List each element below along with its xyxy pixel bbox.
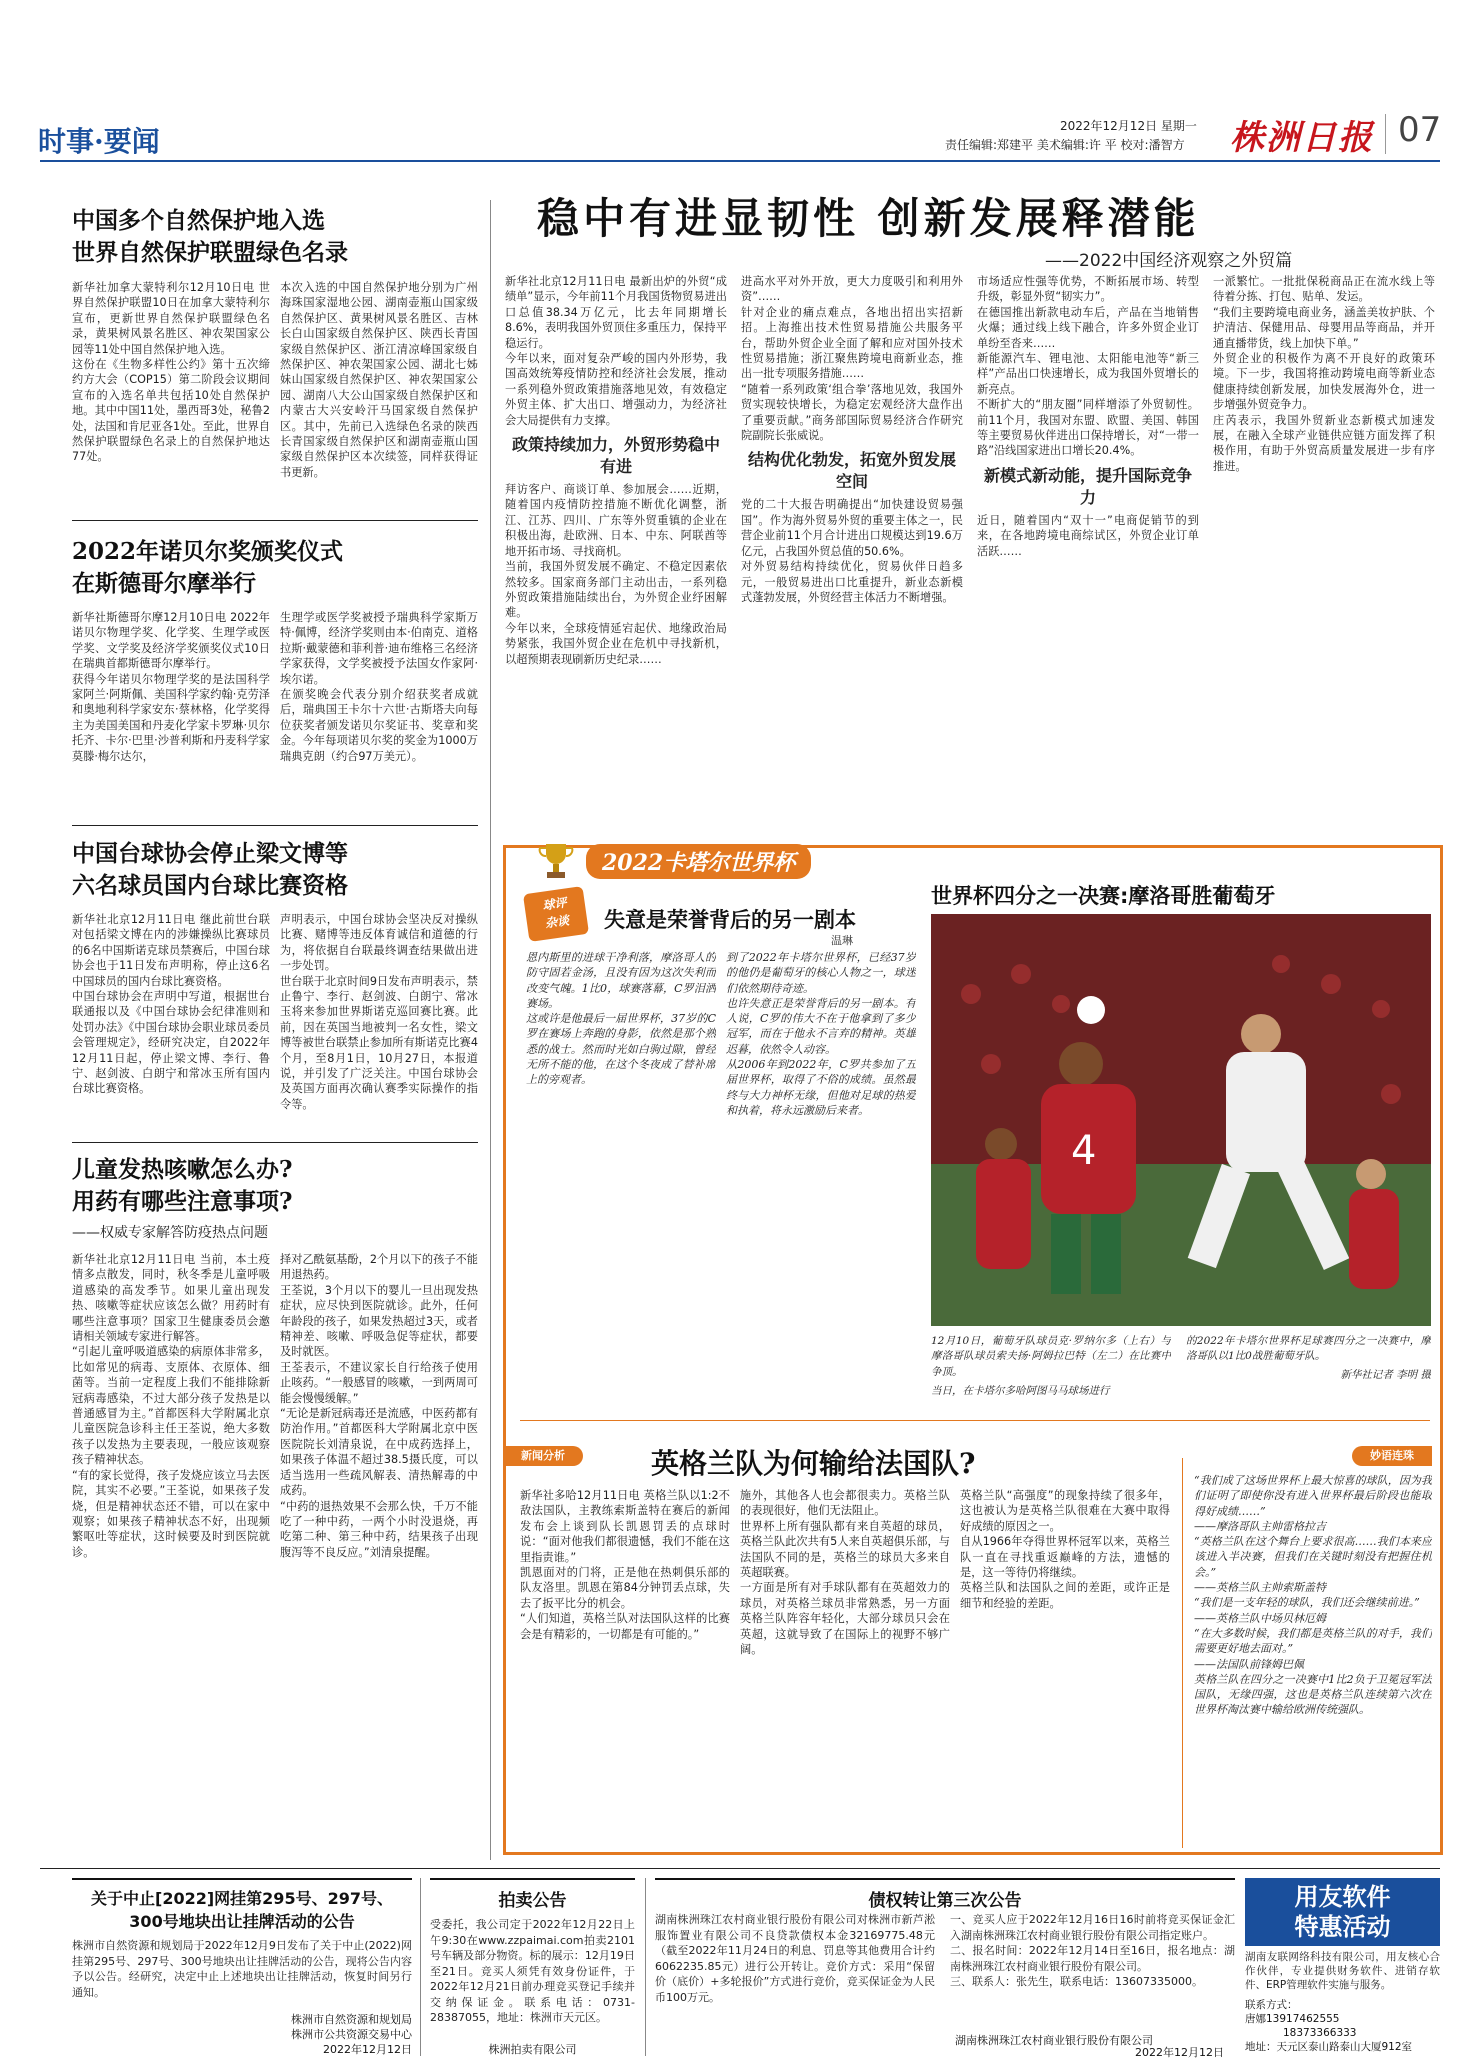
- page-header: [30, 96, 1450, 156]
- article-nobel: [72, 536, 478, 816]
- article-col: 新华社斯德哥尔摩12月10日电 2022年诺贝尔物理学奖、化学奖、生理学或医学奖、文学奖及经济学奖颁奖仪式10日在瑞典首都斯德哥尔摩举行。 获得今年诺贝尔物理学奖的是法国科学家阿兰·阿斯佩、美国科学家约翰·克劳泽和奥地利科学家安东·蔡林格，化学奖得主为美国美国和丹麦化学家卡罗琳·贝尔托齐、卡尔·巴里·沙普利斯和丹麦科学家莫滕·梅尔达尔，: [72, 611, 270, 763]
- article-child-fever: [72, 1154, 478, 1864]
- paper-name-logo: 株洲日报: [1230, 118, 1374, 158]
- main-subhead: 政策持续加力，外贸形势稳中有进: [511, 435, 720, 477]
- article-title: 在斯德哥尔摩举行: [72, 570, 256, 597]
- date-line: 2022年12月12日 星期一: [1060, 119, 1197, 133]
- commentary-author: 温琳: [831, 934, 853, 947]
- article-col: 新华社加拿大蒙特利尔12月10日电 世界自然保护联盟10日在加拿大蒙特利尔宣布，更新世界自然保护联盟绿色名录，黄果树风景名胜区、神农架国家公园等11处中国自然保护地入选。 这份在《生物多样性公约》第十五次缔约方大会（COP15）第二阶段会议期间宣布的入选名单共包括10处自然保护地。其中中国11处，墨西哥3处，秘鲁2处，法国和肯尼亚各1处。至此，世界自然保护联盟绿色名录上的自然保护地达77处。: [72, 281, 270, 464]
- main-article: [505, 186, 1440, 826]
- ads-rule: [40, 1868, 1440, 1869]
- article-col: 新华社北京12月11日电 继此前世台联对包括梁文博在内的涉嫌操纵比赛球员的6名中国斯诺克球员禁赛后，中国台球协会也于11日发布声明称，停止这6名中国球员的国内台球比赛资格。 中国台球协会在声明中写道，根据世台联通报以及《中国台球协会纪律准则和处罚办法》《中国台球协会职业球员委员会管理规定》，经研究决定，自2022年12月11日起，停止梁文博、李行、鲁宁、赵剑波、白朗宁和常冰玉所有国内台球比赛资格。: [72, 913, 270, 1096]
- ad-software: [1245, 1878, 1440, 2056]
- ad-software-header: 用友软件 特惠活动: [1245, 1878, 1440, 1946]
- match-photo: [931, 914, 1431, 1326]
- main-col-3: 市场适应性强等优势，不断拓展市场、转型升级，彰显外贸“韧实力”。 在德国推出新款电动车后，产品在当地销售火爆；通过线上线下融合，许多外贸企业订单纷至沓来…… 新能源汽车、锂电池、太阳能电池等“新三样”产品出口快速增长，成为我国外贸增长的新亮点。 不断扩大的“朋友圈”同样增添了外贸韧性。前11个月，我国对东盟、欧盟、美国、韩国等主要贸易伙伴进出口保持增长，对“一带一路”沿线国家进出口增长20.4%。 新模式新动能，提升国际竞争力 近日，随着国内“双十一”电商促销节的到来，在各地跨境电商综试区，外贸企业订单活跃……: [977, 275, 1199, 558]
- ad-body: 一、竞买人应于2022年12月16日16时前将竞买保证金汇入湖南株洲珠江农村商业银行股份有限公司指定账户。 二、报名时间：2022年12月14日至16日，报名地点：湖南株洲珠江农村商业银行股份有限公司。 三、联系人：张先生，联系电话：13607335000。: [950, 1913, 1235, 1988]
- article-title: 六名球员国内台球比赛资格: [72, 872, 348, 899]
- ad-title: 债权转让第三次公告: [868, 1891, 1022, 1911]
- commentary-badge: 球评 杂谈: [523, 886, 589, 942]
- column-divider: [490, 200, 491, 1860]
- main-headline: 稳中有进显韧性 创新发展释潜能: [537, 194, 1200, 243]
- main-col-2: 进高水平对外开放，更大力度吸引和利用外资”…… 针对企业的痛点难点，各地出招出实招新招。上海推出技术性贸易措施公共服务平台，帮助外贸企业全面了解和应对国外技术性贸易措施；浙江聚焦跨境电商新业态，推出一批专项服务措施…… “随着一系列政策‘组合拳’落地见效，我国外贸实现较快增长，为稳定宏观经济大盘作出了重要贡献。”商务部国际贸易经济合作研究院副院长张威说。 结构优化勃发，拓宽外贸发展空间 党的二十大报告明确提出“加快建设贸易强国”。作为海外贸易外贸的重要主体之一，民营企业前11个月合计进出口规模达到19.6万亿元，占我国外贸总值的50.6%。 对外贸易结构持续优化，贸易伙伴日趋多元，一般贸易进出口比重提升，新业态新模式蓬勃发展，外贸经营主体活力不断增强。: [741, 275, 963, 604]
- article-col: 新华社北京12月11日电 当前，本土疫情多点散发，同时，秋冬季是儿童呼吸道感染的高发季节。如果儿童出现发热、咳嗽等症状应该怎么做？用药时有哪些注意事项？国家卫生健康委员会邀请相关领域专家进行解答。 “引起儿童呼吸道感染的病原体非常多，比如常见的病毒、支原体、衣原体、细菌等。当前一定程度上我们不能排除新冠病毒感染，不过大部分孩子发热是以普通感冒为主。”首都医科大学附属北京儿童医院急诊科主任王荃说，绝大多数孩子以发热为主要表现，一般应该观察孩子精神状态。 “有的家长觉得，孩子发烧应该立马去医院，其实不必要。”王荃说，如果孩子发烧，但是精神状态还不错，可以在家中观察；如果孩子精神状态不好，出现频繁呕吐等症状，这时候要及时到医院就诊。: [72, 1253, 270, 1559]
- quotes-text: “我们成了这场世界杯上最大惊喜的球队，因为我们证明了即使你没有进入世界杯最后阶段也能取得好成绩……” ——摩洛哥队主帅雷格拉吉 “英格兰队在这个舞台上要求很高……我们本来应该进入半决赛，但我们在关键时刻没有把握住机会。” ——英格兰队主帅索斯盖特 “我们是一支年轻的球队，我们还会继续前进。” ——英格兰队中场贝林厄姆 “在大多数时候，我们都是英格兰队的对手，我们需要更好地去面对。” ——法国队前锋姆巴佩 英格兰队在四分之一决赛中1比2负于卫冕冠军法国队，无缘四强，这也是英格兰队连续第六次在世界杯淘汰赛中输给欧洲传统强队。: [1194, 1474, 1432, 1717]
- article-col: 生理学或医学奖被授予瑞典科学家斯万特·佩博，经济学奖则由本·伯南克、道格拉斯·戴蒙德和菲利普·迪布维格三名经济学家获得，文学奖被授予法国女作家阿·埃尔诺。 在颁奖晚会代表分别介绍获奖者成就后，瑞典国王卡尔十六世·古斯塔夫向每位获奖者颁发诺贝尔奖证书、奖章和奖金。今年每项诺贝尔奖的奖金为1000万瑞典克朗（约合97万美元）。: [280, 611, 478, 763]
- analysis-badge: 新闻分析: [503, 1446, 583, 1466]
- commentary-col: 恩内斯里的进球干净利落，摩洛哥人的防守固若金汤，且没有因为这次失利而改变气魄。1比0，球赛落幕，C罗泪洒赛场。 这或许是他最后一届世界杯，37岁的C罗在赛场上奔跑的身影，依然是那个熟悉的战士。然而时光如白驹过隙，曾经无所不能的他，在这个冬夜成了替补席上的旁观者。: [526, 951, 716, 1087]
- ad-body: 株洲市自然资源和规划局于2022年12月9日发布了关于中止(2022)网挂第295号、297号、300号地块出让挂牌活动的公告，现将公告内容予以公告。经研究，决定中止上述地块出让挂牌活动，恢复时间另行通知。: [72, 1939, 412, 1999]
- analysis-col: 英格兰队“高强度”的现象持续了很多年，这也被认为是英格兰队很难在大赛中取得好成绩的原因之一。 自从1966年夺得世界杯冠军以来，英格兰队一直在寻找重返巅峰的方法，遗憾的是，这一等待仍将继续。 英格兰队和法国队之间的差距，或许正是细节和经验的差距。: [960, 1489, 1170, 1610]
- divider: [72, 825, 478, 826]
- ad-footer: 株洲拍卖有限公司: [488, 2043, 577, 2056]
- article-nature-reserves: [72, 205, 478, 505]
- main-subhead: 新模式新动能，提升国际竞争力: [983, 465, 1192, 507]
- ad-phone: 唐娜13917462555: [1245, 2013, 1340, 2025]
- quote-divider: [1182, 1458, 1183, 1848]
- worldcup-section: [503, 845, 1443, 1855]
- photo-caption: 的2022年卡塔尔世界杯足球赛四分之一决赛中，摩洛哥队以1比0战胜葡萄牙队。: [1186, 1335, 1431, 1363]
- analysis-col: 新华社多哈12月11日电 英格兰队以1:2不敌法国队，主教练索斯盖特在赛后的新闻发布会上谈到队长凯恩罚丢的点球时说：“面对他我们都很遗憾，我们不能在这里指责谁。” 凯恩面对的门将，正是他在热刺俱乐部的队友洛里。凯恩在第84分钟罚丢点球，失去了扳平比分的机会。 “人们知道，英格兰队对法国队这样的比赛会是有精彩的，一切都是有可能的。”: [520, 1489, 730, 1641]
- divider: [72, 520, 478, 521]
- editors-line: 责任编辑:郑建平 美术编辑:许 平 校对:潘智方: [945, 138, 1185, 152]
- main-subtitle: ——2022中国经济观察之外贸篇: [1045, 251, 1293, 271]
- ad-body: 受委托，我公司定于2022年12月22日上午9:30在www.zzpaimai.com拍卖2101号车辆及部分物资。标的展示：12月19日至21日。竞买人须凭有效身份证件，于2022年12月21日前办理竞买登记手续并交纳保证金。联系电话：0731-28387055，地址：株洲市天元区。: [430, 1918, 635, 2024]
- article-col: 本次入选的中国自然保护地分别为广州海珠国家湿地公园、湖南壶瓶山国家级自然保护区、黄果树风景名胜区、吉林长白山国家级自然保护区、陕西长青国家级自然保护区、浙江清凉峰国家级自然保护区、神农架国家公园、湖北七姊妹山国家级自然保护区、神农架国家公园、湖南八大公山国家级自然保护区和内蒙古大兴安岭汗马国家级自然保护区。其中，先前已入选绿色名录的陕西长青国家级自然保护区和湖南壶瓶山国家级自然保护区本次续签，同样获得证书更新。: [280, 281, 478, 479]
- section-title: 时事·要闻: [38, 125, 160, 158]
- photo-credit: 新华社记者 李明 摄: [1340, 1369, 1431, 1381]
- photo-caption: 12月10日，葡萄牙队球员克·罗纳尔多（上右）与摩洛哥队球员索夫扬·阿姆拉巴特（左二）在比赛中争顶。: [931, 1335, 1171, 1378]
- main-col-1: 新华社北京12月11日电 最新出炉的外贸“成绩单”显示，今年前11个月我国货物贸易进出口总值38.34万亿元，比去年同期增长8.6%，表明我国外贸顶住多重压力，保持平稳运行。 今年以来，面对复杂严峻的国内外形势，我国高效统筹疫情防控和经济社会发展，推动一系列稳外贸政策措施落地见效，有效稳定外贸主体、扩大出口、增强动力，为经济社会大局提供有力支撑。 政策持续加力，外贸形势稳中有进 拜访客户、商谈订单、参加展会……近期，随着国内疫情防控措施不断优化调整，浙江、江苏、四川、广东等外贸重镇的企业在积极出海，赴欧洲、日本、中东、阿联酋等地开拓市场、寻找商机。 当前，我国外贸发展不确定、不稳定因素依然较多。国家商务部门主动出击，一系列稳外贸政策措施陆续出台，为外贸企业纾困解难。 今年以来，全球疫情延宕起伏、地缘政治局势紧张，我国外贸企业在危机中寻找新机，以超预期表现刷新历史纪录……: [505, 275, 727, 666]
- page-number: 07: [1398, 110, 1442, 150]
- photo-title: 世界杯四分之一决赛:摩洛哥胜葡萄牙: [931, 884, 1276, 908]
- trophy-icon: [536, 840, 576, 882]
- ad-debt-transfer: [655, 1878, 1235, 2059]
- article-title: 儿童发热咳嗽怎么办?: [72, 1156, 293, 1183]
- ad-body: 湖南株洲珠江农村商业银行股份有限公司对株洲市新芦淞服饰置业有限公司不良贷款债权本金32169775.48元（截至2022年11月24日的利息、罚息等其他费用合计约6062235.85元）进行公开转让。竞价方式：采用“保留价（底价）+多轮报价”方式进行竞价，竞买保证金为人民币100万元。: [655, 1913, 935, 2004]
- ad-contact-label: 联系方式：: [1245, 1999, 1298, 2011]
- ad-address: 地址：天元区泰山路泰山大厦912室: [1245, 2041, 1413, 2053]
- divider: [72, 1142, 478, 1143]
- ad-title: 关于中止[2022]网挂第295号、297号、: [91, 1889, 393, 1908]
- article-title: 世界自然保护联盟绿色名录: [72, 239, 348, 266]
- ad-title: 拍卖公告: [498, 1891, 567, 1911]
- ad-phone: 18373366333: [1283, 2027, 1357, 2039]
- quote-badge: 妙语连珠: [1352, 1446, 1432, 1466]
- worldcup-banner-text: 2022卡塔尔世界杯: [586, 844, 811, 879]
- ad-sign: 株洲市公共资源交易中心: [291, 2028, 412, 2041]
- analysis-title: 英格兰队为何输给法国队?: [651, 1447, 976, 1480]
- ad-title: 300号地块出让挂牌活动的公告: [129, 1912, 355, 1931]
- commentary-col: 到了2022年卡塔尔世界杯，已经37岁的他仍是葡萄牙的核心人物之一，球迷们依然期待奇迹。 也许失意正是荣誉背后的另一剧本。有人说，C罗的伟大不在于他拿到了多少冠军，而在于他永不言弃的精神。英雄迟暮，依然令人动容。 从2006年到2022年，C罗共参加了五届世界杯，取得了不俗的成绩。虽然最终与大力神杯无缘，但他对足球的热爱和执着，将永远激励后来者。: [726, 951, 916, 1117]
- main-col-4: 一派繁忙。一批批保税商品正在流水线上等待着分拣、打包、贴单、发运。 “我们主要跨境电商业务，涵盖美妆护肤、个护清洁、保健用品、母婴用品等商品，并开通直播带货，线上加快下单。” 外贸企业的积极作为离不开良好的政策环境。下一步，我国将推动跨境电商等新业态健康持续创新发展，加快发展海外仓，进一步增强外贸竞争力。 庄芮表示，我国外贸新业态新模式加速发展，在融入全球产业链供应链方面发挥了积极作用，有助于外贸高质量发展进一步有序推进。: [1213, 275, 1435, 473]
- article-subtitle: ——权威专家解答防疫热点问题: [72, 1225, 268, 1241]
- ad-auction: [430, 1878, 635, 2056]
- header-divider: [1385, 114, 1386, 154]
- ad-footer: 湖南株洲珠江农村商业银行股份有限公司: [955, 2034, 1153, 2047]
- article-col: 声明表示，中国台球协会坚决反对操纵比赛、赌博等违反体育诚信和道德的行为，将依据自台联最终调查结果做出进一步处罚。 世台联于北京时间9日发布声明表示，禁止鲁宁、李行、赵剑波、白朗宁、常冰玉将来参加世界斯诺克巡回赛比赛。此前，因在英国当地被判一名女性，梁文博等被世台联禁止参加所有斯诺克比赛4个月，至8月1日，10月27日，本报道说，并引发了广泛关注。中国台球协会及英国方面再次确认赛季实际操作的指令等。: [280, 913, 478, 1111]
- ad-date: 2022年12月12日: [1135, 2046, 1224, 2059]
- ad-date: 2022年12月12日: [323, 2043, 412, 2056]
- analysis-col: 施外，其他各人也会都很卖力。英格兰队的表现很好，他们无法阻止。 世界杯上所有强队都有来自英超的球员，英格兰队此次共有5人来自英超俱乐部，与法国队不同的是，英格兰的球员大多来自英超联赛。 一方面是所有对手球队都有在英超效力的球员，对英格兰球员非常熟悉，另一方面英格兰队阵容年轻化，大部分球员只会在英超，这就导致了在国际上的视野不够广阔。: [740, 1489, 950, 1657]
- article-title: 中国台球协会停止梁文博等: [72, 840, 348, 867]
- analysis-divider: [520, 1420, 1430, 1421]
- header-rule: [40, 160, 1440, 162]
- commentary-title: 失意是荣誉背后的另一剧本: [604, 907, 856, 932]
- main-subhead: 结构优化勃发，拓宽外贸发展空间: [747, 450, 956, 492]
- ad-body: 湖南友联网络科技有限公司，用友核心合作伙伴，专业提供财务软件、进销存软件、ERP管理软件实施与服务。: [1245, 1951, 1440, 1991]
- article-title: 用药有哪些注意事项?: [72, 1188, 293, 1215]
- ad-divider: [645, 1878, 646, 2056]
- photo-caption: 当日，在卡塔尔多哈阿图马马球场进行: [931, 1385, 1110, 1397]
- article-col: 择对乙酰氨基酚，2个月以下的孩子不能用退热药。 王荃说，3个月以下的婴儿一旦出现发热症状，应尽快到医院就诊。此外，任何年龄段的孩子，如果发热超过3天，或者精神差、咳嗽、呼吸急促等症状，都要及时就医。 王荃表示，不建议家长自行给孩子使用止咳药。“一般感冒的咳嗽，一到两周可能会慢慢缓解。” “无论是新冠病毒还是流感，中医药都有防治作用。”首都医科大学附属北京中医医院院长刘清泉说，在中成药选择上，如果孩子体温不超过38.5摄氏度，可以适当选用一些疏风解表、清热解毒的中成药。 “中药的退热效果不会那么快，千万不能吃了一种中药，一两个小时没退烧，再吃第二种、第三种中药，结果孩子出现腹泻等不良反应。”刘清泉提醒。: [280, 1253, 478, 1559]
- article-title: 中国多个自然保护地入选: [72, 207, 325, 234]
- svg-text:4: 4: [1071, 1128, 1097, 1174]
- ad-divider: [420, 1878, 421, 2056]
- worldcup-banner: [586, 848, 906, 878]
- ad-land-notice: [72, 1878, 412, 2056]
- article-title: 2022年诺贝尔奖颁奖仪式: [72, 538, 344, 565]
- article-snooker: [72, 838, 478, 1138]
- ad-sign: 株洲市自然资源和规划局: [291, 2013, 412, 2026]
